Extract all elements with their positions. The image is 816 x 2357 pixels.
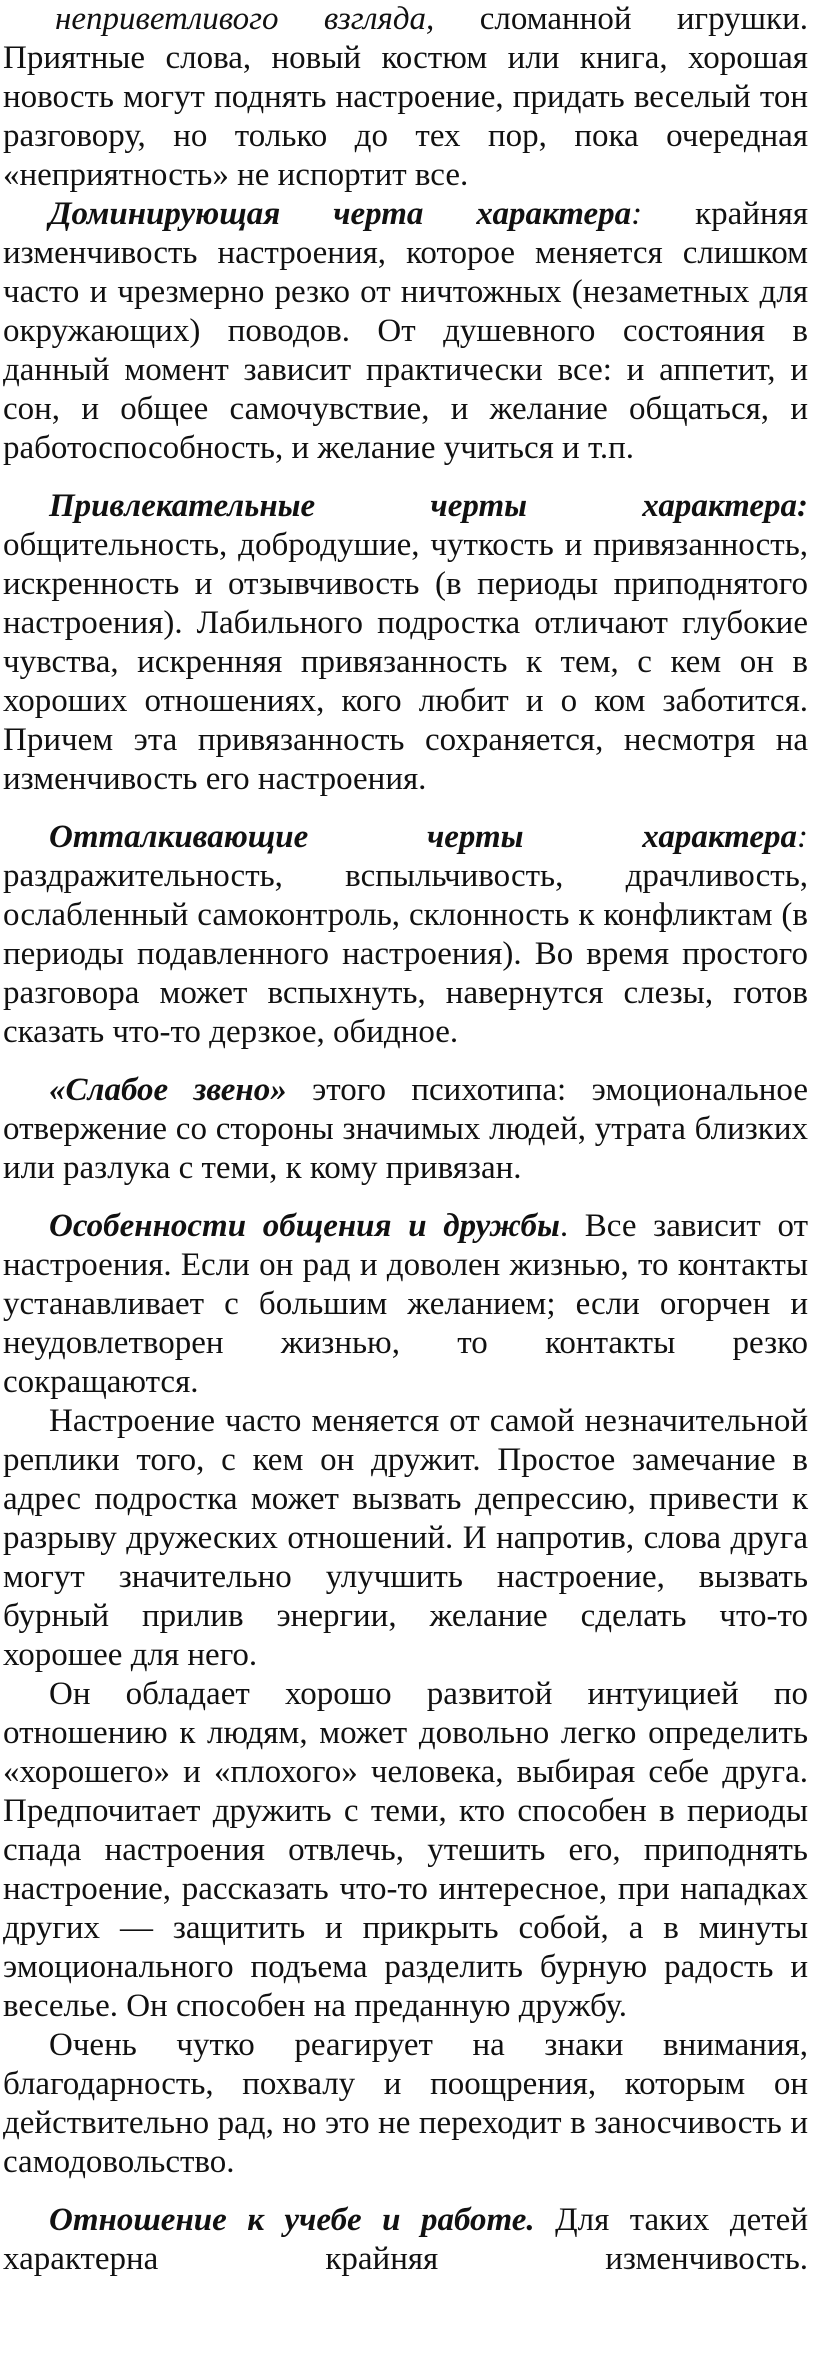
paragraph-text: Настроение часто меняется от самой незначительной реплики того, с кем он дружит. Простое замечание в адрес подростка может вызвать депрессию, привести к разрыву дружеских отношений. И напротив, слова друга могут значительно улучшить настроение, вызвать бурный прилив энергии, желание сделать что-то хорошее для него. (3, 1403, 808, 1673)
paragraph-text: . Все зависит от настроения. Если он рад и доволен жизнью, то контакты устанавливает с большим желанием; если огорчен и неудовлетворен жизнью, то контакты резко сокращаются. (3, 1208, 808, 1400)
paragraph-study-work (3, 2201, 808, 2279)
paragraph-lead: Привлекательные черты характера: (49, 488, 808, 524)
paragraph-mood-changes (3, 1402, 808, 1675)
paragraph-lead: «Слабое звено» (49, 1072, 287, 1108)
paragraph-text: раздражительность, вспыльчивость, драчливость, ослабленный самоконтроль, склонность к конфликтам (в периоды подавленного настроения). Во время простого разговора может вспыхнуть, навернутся слезы, готов сказать что-то дерзкое, обидное. (3, 858, 808, 1050)
paragraph-lead: неприветливого взгляда, (55, 1, 435, 37)
paragraph-text: крайняя изменчивость настроения, которое меняется слишком часто и чрезмерно резко от ничтожных (незаметных для окружающих) поводов. От душевного состояния в данный момент зависит практически все: и аппетит, и сон, и общее самочувствие, и желание общаться, и работоспособность, и желание учиться и т.п. (3, 196, 808, 466)
paragraph-weak-link (3, 1071, 808, 1188)
paragraph-lead: Отношение к учебе и работе. (49, 2202, 535, 2238)
paragraph-attractive-traits (3, 487, 808, 799)
paragraph-lead: Доминирующая черта характера (49, 196, 632, 232)
paragraph-attention (3, 2026, 808, 2182)
paragraph-lead: Отталкивающие черты характера (49, 819, 797, 855)
paragraph-repelling-traits (3, 818, 808, 1052)
paragraph-lead: Особенности общения и дружбы (49, 1208, 560, 1244)
paragraph-text: Очень чутко реагирует на знаки внимания, благодарность, похвалу и поощрения, которым он действительно рад, но это не переходит в заносчивость и самодовольство. (3, 2027, 808, 2180)
paragraph-text: этого психотипа: эмоциональное отвержение со стороны значимых людей, утрата близких или разлука с теми, к кому привязан. (3, 1072, 808, 1186)
paragraph-communication (3, 1207, 808, 1402)
paragraph-lead-colon: : (797, 819, 808, 855)
paragraph-lead-colon: : (631, 196, 643, 232)
paragraph-intuition (3, 1675, 808, 2026)
paragraph-text: сломанной игрушки. Приятные слова, новый костюм или книга, хорошая новость могут поднять настроение, придать веселый тон разговору, но только до тех пор, пока очередная «неприятность» не испортит все. (3, 1, 808, 193)
paragraph-text: Для таких детей характерна крайняя изменчивость. (3, 2202, 808, 2277)
paragraph-text: общительность, добродушие, чуткость и привязанность, искренность и отзывчивость (в периоды приподнятого настроения). Лабильного подростка отличают глубокие чувства, искренняя привязанность к тем, с кем он в хороших отношениях, кого любит и о ком заботится. Причем эта привязанность сохраняется, несмотря на изменчивость его настроения. (3, 527, 808, 797)
paragraph-continuation (3, 0, 808, 195)
paragraph-text: Он обладает хорошо развитой интуицией по отношению к людям, может довольно легко определить «хорошего» и «плохого» человека, выбирая себе друга. Предпочитает дружить с теми, кто способен в периоды спада настроения отвлечь, утешить его, приподнять настроение, рассказать что-то интересное, при нападках других — защитить и прикрыть собой, а в минуты эмоционального подъема разделить бурную радость и веселье. Он способен на преданную дружбу. (3, 1676, 808, 2024)
paragraph-dominant-trait (3, 195, 808, 468)
